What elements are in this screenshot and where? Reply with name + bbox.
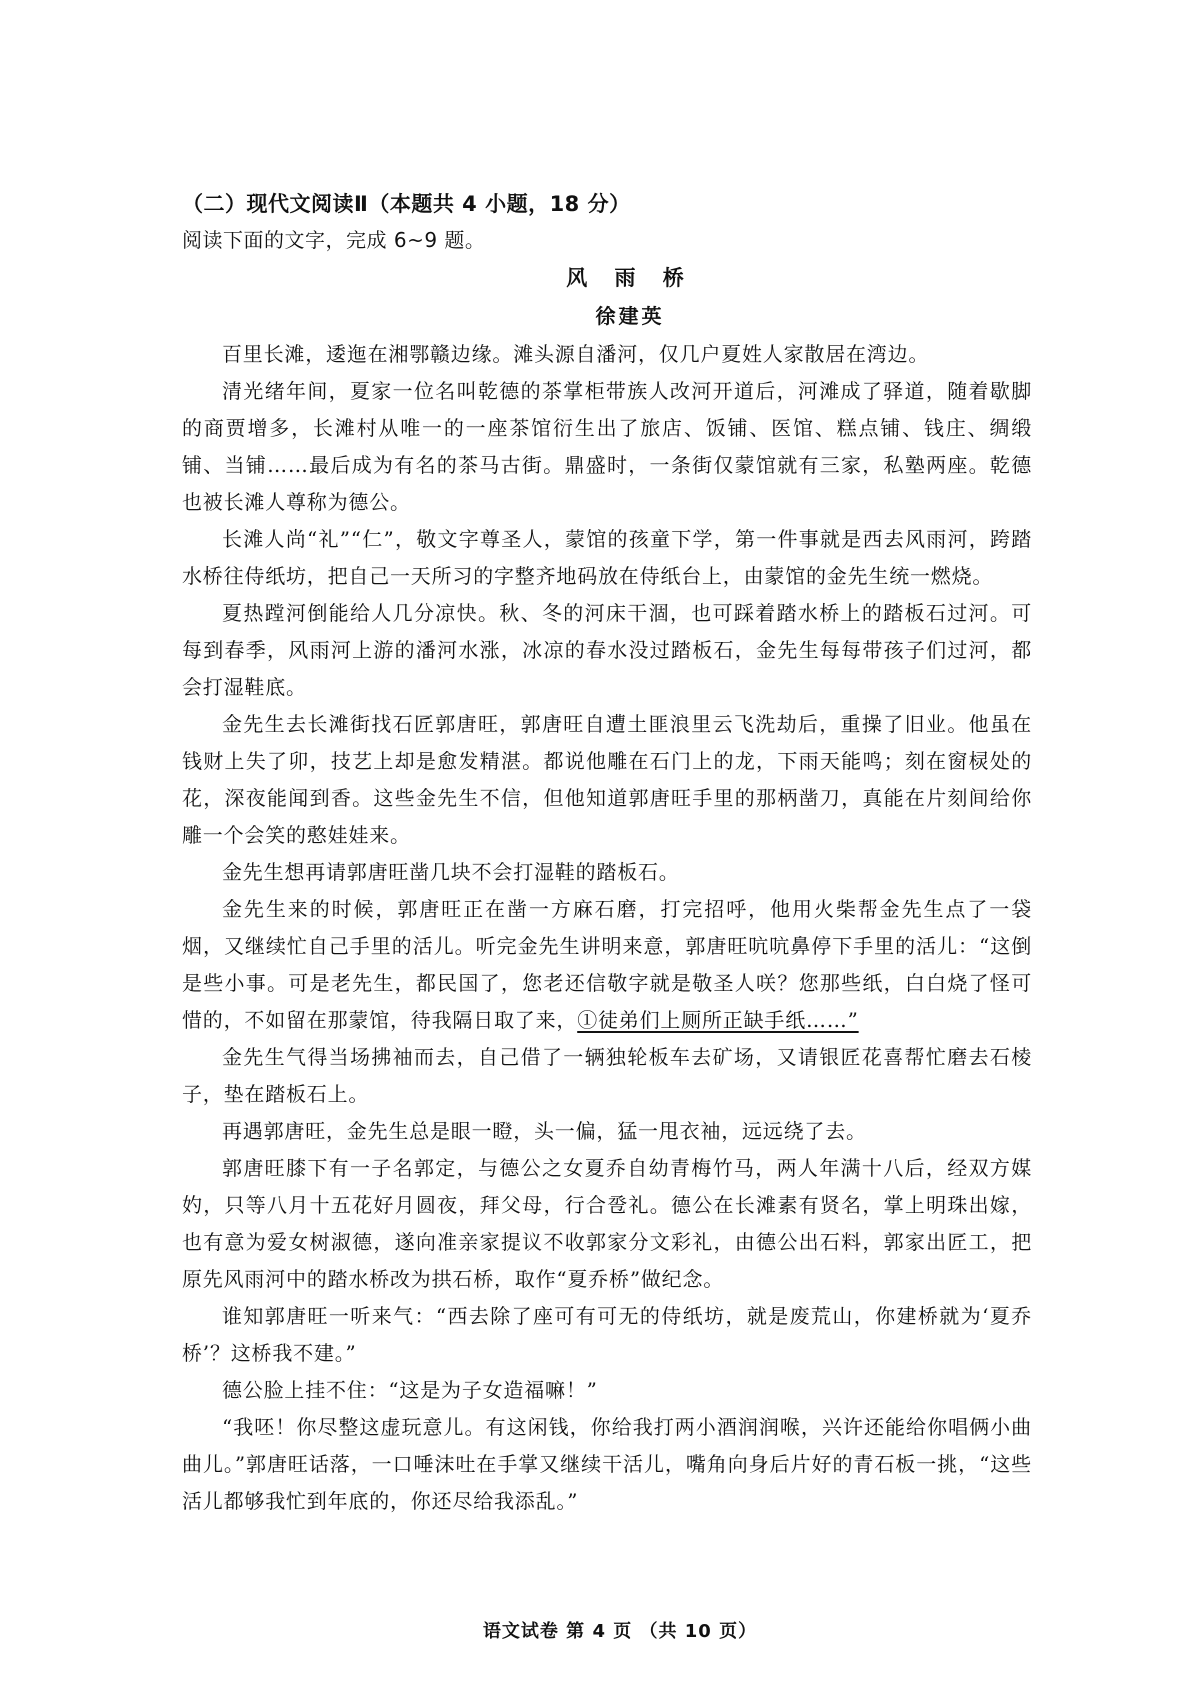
paragraph-6: 金先生想再请郭唐旺凿几块不会打湿鞋的踏板石。 xyxy=(222,860,680,884)
paragraph-12: 德公脸上挂不住：“这是为子女造福嘛！” xyxy=(222,1378,598,1402)
paragraph-9: 再遇郭唐旺，金先生总是眼一瞪，头一偏，猛一甩衣袖，远远绕了去。 xyxy=(222,1119,867,1143)
paragraph-2: 清光绪年间，夏家一位名叫乾德的茶掌柜带族人改河开道后，河滩成了驿道，随着歇脚的商贾增多，长滩村从唯一的一座茶馆衍生出了旅店、饭铺、医馆、糕点铺、钱庄、绸缎铺、当铺……最后成为有名的茶马古街。鼎盛时，一条街仅蒙馆就有三家，私塾两座。乾德也被长滩人尊称为德公。 xyxy=(182,379,1032,514)
article-title: 风 雨 桥 xyxy=(566,265,694,290)
paragraph-7 xyxy=(182,891,1032,1039)
paragraph-4: 夏热蹚河倒能给人几分凉快。秋、冬的河床干涸，也可踩着踏水桥上的踏板石过河。可每到春季，风雨河上游的潘河水涨，冰凉的春水没过踏板石，金先生每每带孩子们过河，都会打湿鞋底。 xyxy=(182,601,1032,699)
paragraph-7-text: 金先生来的时候，郭唐旺正在凿一方麻石磨，打完招呼，他用火柴帮金先生点了一袋烟，又继续忙自己手里的活儿。听完金先生讲明来意，郭唐旺吭吭鼻停下手里的活儿：“这倒是些小事。可是老先生，都民国了，您老还信敬字就是敬圣人咲？您那些纸，白白烧了怪可惜的，不如留在那蒙馆，待我隔日取了来， xyxy=(182,897,1032,1032)
paragraph-5: 金先生去长滩街找石匠郭唐旺，郭唐旺自遭土匪浪里云飞洗劫后，重操了旧业。他虽在钱财上失了卯，技艺上却是愈发精湛。都说他雕在石门上的龙，下雨天能鸣；刻在窗棂处的花，深夜能闻到香。这些金先生不信，但他知道郭唐旺手里的那柄凿刀，真能在片刻间给你雕一个会笑的憨娃娃来。 xyxy=(182,712,1032,847)
article-body xyxy=(182,336,1032,1520)
paragraph-10: 郭唐旺膝下有一子名郭定，与德公之女夏乔自幼青梅竹马，两人年满十八后，经双方媒妁，只等八月十五花好月圆夜，拜父母，行合卺礼。德公在长滩素有贤名，掌上明珠出嫁，也有意为爱女树淑德，遂向准亲家提议不收郭家分文彩礼，由德公出石料，郭家出匠工，把原先风雨河中的踏水桥改为拱石桥，取作“夏乔桥”做纪念。 xyxy=(182,1156,1032,1291)
article-author: 徐建英 xyxy=(595,304,665,328)
page-footer: 语文试卷 第 4 页 （共 10 页） xyxy=(482,1621,758,1642)
paragraph-11: 谁知郭唐旺一听来气：“西去除了座可有可无的侍纸坊，就是废荒山，你建桥就为‘夏乔桥’？这桥我不建。” xyxy=(182,1304,1032,1365)
paragraph-3: 长滩人尚“礼”“仁”，敬文字尊圣人，蒙馆的孩童下学，第一件事就是西去风雨河，跨踏水桥往侍纸坊，把自己一天所习的字整齐地码放在侍纸台上，由蒙馆的金先生统一燃烧。 xyxy=(182,527,1032,588)
paragraph-8: 金先生气得当场拂袖而去，自己借了一辆独轮板车去矿场，又请银匠花喜帮忙磨去石棱子，垫在踏板石上。 xyxy=(182,1045,1032,1106)
underlined-sentence-1: ①徒弟们上厕所正缺手纸……” xyxy=(577,1008,859,1032)
section-heading: （二）现代文阅读Ⅱ（本题共 4 小题，18 分） xyxy=(182,192,631,216)
paragraph-1: 百里长滩，逶迤在湘鄂赣边缘。滩头源自潘河，仅几户夏姓人家散居在湾边。 xyxy=(222,342,930,366)
reading-instruction: 阅读下面的文字，完成 6~9 题。 xyxy=(182,228,486,252)
paragraph-13: “我呸！你尽整这虚玩意儿。有这闲钱，你给我打两小酒润润喉，兴许还能给你唱俩小曲曲儿。”郭唐旺话落，一口唾沫吐在手掌又继续干活儿，嘴角向身后片好的青石板一挑，“这些活儿都够我忙到年底的，你还尽给我添乱。” xyxy=(182,1415,1032,1513)
